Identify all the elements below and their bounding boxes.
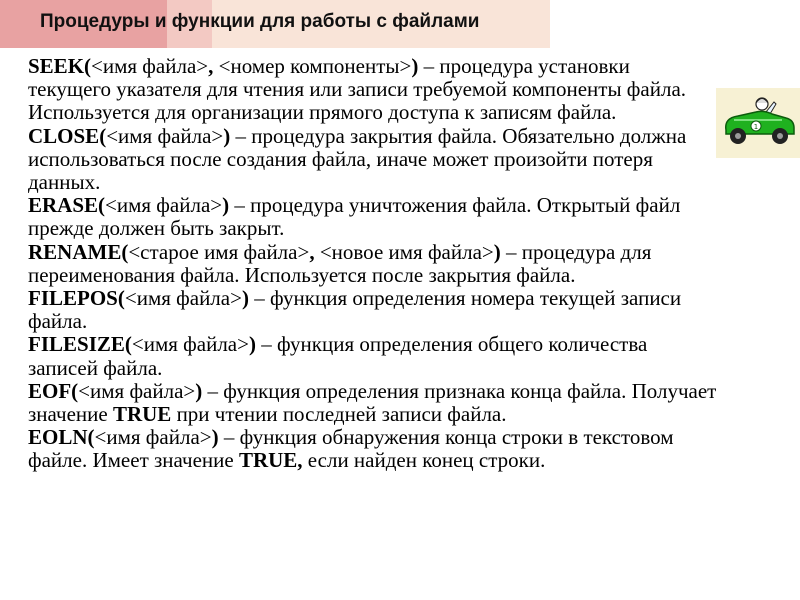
keyword: CLOSE(: [28, 123, 107, 148]
slide-content: [28, 55, 718, 473]
entry-close: [28, 125, 718, 195]
keyword: EOF(: [28, 378, 79, 403]
description: – функция определения общего количества записей файла.: [28, 332, 648, 380]
entry-filesize: [28, 333, 718, 379]
description: – процедура уничтожения файла. Открытый файл прежде должен быть закрыт.: [28, 193, 681, 241]
description: – функция определения признака конца файла. Получает значение: [28, 378, 717, 427]
param: <старое имя файла>: [128, 239, 310, 264]
slide-title: Процедуры и функции для работы с файлами: [40, 11, 480, 32]
description: – процедура для переименования файла. Используется после закрытия файла.: [28, 239, 652, 287]
close-paren: ): [223, 123, 231, 148]
close-paren: ): [195, 378, 203, 403]
entry-rename: [28, 241, 718, 287]
emphasis-true: TRUE: [112, 402, 172, 427]
keyword: EOLN(: [28, 425, 95, 450]
param: <имя файла>: [94, 425, 212, 450]
svg-text:1: 1: [753, 123, 759, 131]
keyword: FILEPOS(: [28, 286, 125, 311]
green-race-car-icon: [716, 88, 800, 158]
keyword: RENAME(: [28, 239, 129, 264]
separator: ,: [208, 54, 219, 78]
race-car-drawing: [716, 88, 800, 158]
close-paren: ): [211, 425, 219, 450]
entry-erase: [28, 194, 718, 240]
param: <имя файла>: [105, 193, 223, 218]
keyword: ERASE(: [28, 193, 106, 218]
entry-seek: [28, 55, 718, 125]
param: <имя файла>: [131, 332, 249, 357]
description-end: при чтении последней записи файла.: [171, 402, 507, 427]
close-paren: ): [241, 286, 249, 311]
keyword: FILESIZE(: [28, 332, 132, 357]
close-paren: ): [248, 332, 256, 357]
keyword: SEEK(: [28, 54, 92, 78]
description: – процедура закрытия файла. Обязательно должна использоваться после создания файла, иначе может произойти потеря данных.: [28, 123, 687, 195]
param: <имя файла>: [106, 123, 224, 148]
param: <имя файла>: [124, 286, 242, 311]
description-end: если найден конец строки.: [302, 448, 546, 473]
param: <номер компоненты>: [218, 54, 412, 78]
entry-eof: [28, 380, 718, 426]
entry-eoln: [28, 426, 718, 472]
param: <имя файла>: [91, 54, 209, 78]
emphasis-true: TRUE,: [238, 448, 303, 473]
description: – процедура установки текущего указателя для чтения или записи требуемой компоненты файла. Используется для организации прямого доступа к записям файла.: [28, 54, 687, 125]
description: – функция определения номера текущей записи файла.: [28, 286, 682, 334]
param: <новое имя файла>: [319, 239, 494, 264]
description: – функция обнаружения конца строки в текстовом файле. Имеет значение: [28, 425, 674, 473]
entry-filepos: [28, 287, 718, 333]
param: <имя файла>: [78, 378, 196, 403]
close-paren: ): [411, 54, 419, 78]
close-paren: ): [222, 193, 230, 218]
close-paren: ): [493, 239, 501, 264]
separator: ,: [309, 239, 320, 264]
